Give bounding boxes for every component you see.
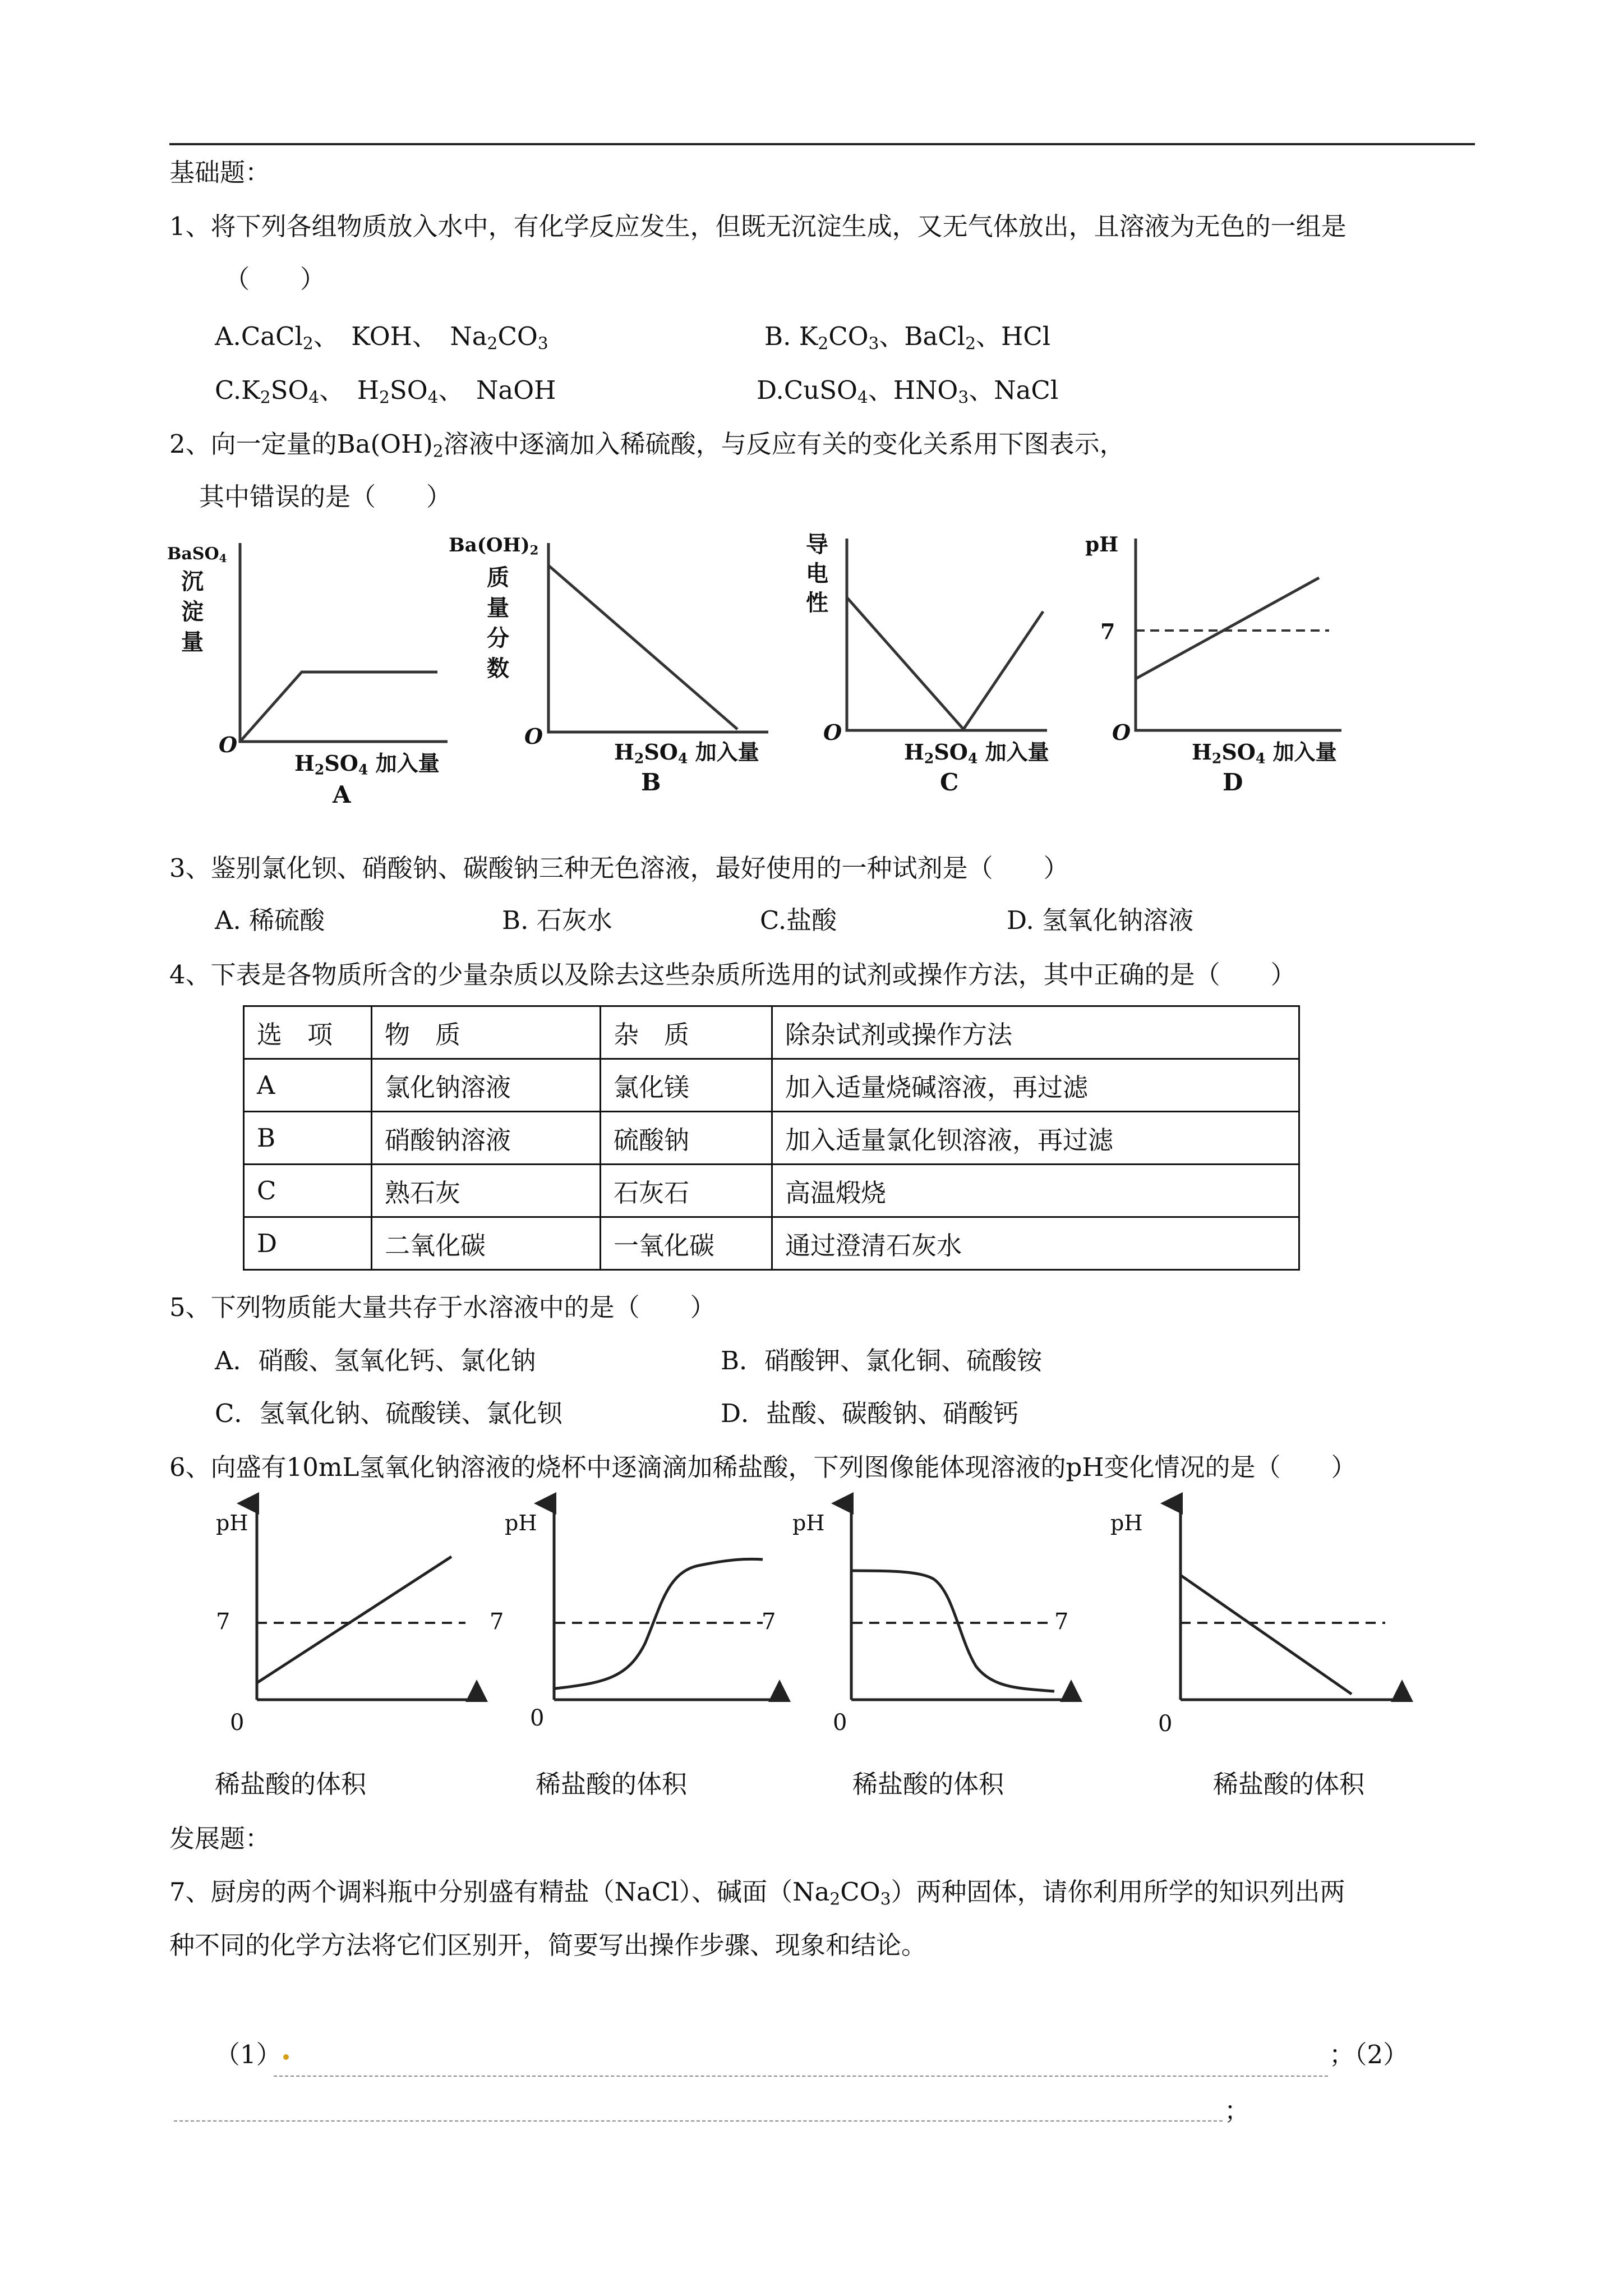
q6-graph-1-ylabel: pH	[216, 1511, 248, 1535]
q3-option-d[interactable]: D. 氢氧化钠溶液	[1007, 905, 1194, 935]
q2-graph-c-axes	[847, 539, 1047, 730]
q2-graph-a-curve	[240, 672, 437, 742]
q2-graph-b-letter: B	[641, 769, 661, 796]
q7-cursor-mark	[283, 2054, 289, 2060]
q2-graph-a-ylabel: 沉 淀 量	[181, 568, 204, 655]
q4-header-impurity: 杂 质	[601, 1006, 772, 1059]
q3-option-a[interactable]: A. 稀硫酸	[215, 905, 325, 935]
q5-option-d[interactable]: D．盐酸、碳酸钠、硝酸钙	[721, 1398, 1019, 1428]
q6-graph-2-tick-7: 7	[490, 1609, 504, 1635]
q7-blank-2-label: ；（2）	[1329, 2040, 1409, 2069]
q6-graph-3-caption: 稀盐酸的体积	[852, 1769, 1004, 1799]
q3-option-b[interactable]: B. 石灰水	[502, 905, 612, 935]
q1-option-c[interactable]: $C.K_2SO_4$、 $H_2SO_4$、 NaOH	[215, 375, 556, 408]
q6-graph-4-ylabel: pH	[1110, 1511, 1143, 1535]
q4-cell-option: A	[244, 1059, 372, 1112]
q2-stem-line2: 其中错误的是（ ）	[199, 482, 452, 512]
q4-table-header-row	[244, 1006, 1299, 1059]
q6-graph-2-curve	[555, 1559, 763, 1688]
q7-blank-2-end: ；	[1224, 2096, 1250, 2125]
section-basic-heading: 基础题：	[169, 158, 271, 187]
q2-stem: 2、向一定量的$Ba(OH)_2$溶液中逐滴加入稀硫酸，与反应有关的变化关系用下图表示，	[169, 429, 1125, 462]
q6-graph-1-tick-7: 7	[216, 1609, 230, 1635]
q2-graph-b-curve	[548, 565, 737, 729]
q5-option-a[interactable]: A．硝酸、氢氧化钙、氯化钠	[215, 1346, 536, 1375]
q4-cell-method: 通过澄清石灰水	[772, 1217, 1299, 1270]
q4-table	[243, 1005, 1300, 1271]
q4-header-substance: 物 质	[372, 1006, 601, 1059]
q4-cell-impurity: 硫酸钠	[601, 1112, 772, 1165]
q2-graph-c-origin: O	[823, 720, 842, 745]
q4-cell-method: 高温煅烧	[772, 1165, 1299, 1217]
q5-stem: 5、下列物质能大量共存于水溶液中的是（ ）	[169, 1292, 716, 1322]
q2-graph-b-ylabel: 质 量 分 数	[487, 564, 509, 682]
q7-stem-line1: 7、厨房的两个调料瓶中分别盛有精盐（NaCl）、碱面$(Na_2CO_3)$两种固体，请你利用所学的知识列出两	[169, 1877, 1345, 1910]
q2-graph-c-xlabel: $H_2SO_4$ 加入量	[904, 739, 1049, 767]
q6-graph-1-curve	[257, 1557, 451, 1683]
q2-graph-c-ylabel: 导 电 性	[806, 531, 828, 616]
q2-graph-d-curve	[1136, 578, 1319, 679]
q4-header-method: 除杂试剂或操作方法	[772, 1006, 1299, 1059]
top-rule	[169, 143, 1475, 145]
q2-graph-b-origin: O	[524, 724, 543, 749]
q6-graph-4-curve	[1181, 1575, 1352, 1694]
q6-stem: 6、向盛有10mL氢氧化钠溶液的烧杯中逐滴滴加稀盐酸，下列图像能体现溶液的pH变化情况的是（ ）	[169, 1452, 1357, 1482]
q6-graph-2-caption: 稀盐酸的体积	[536, 1769, 688, 1799]
q6-graph-2-origin: 0	[530, 1705, 545, 1731]
q3-option-c[interactable]: C.盐酸	[760, 905, 837, 935]
q6-graph-1-axes	[257, 1503, 477, 1700]
q2-graph-c-letter: C	[940, 769, 959, 796]
section-develop-heading: 发展题：	[169, 1824, 271, 1853]
q2-graph-d-letter: D	[1223, 769, 1243, 796]
table-row	[244, 1165, 1299, 1217]
q2-graph-b-axes	[548, 543, 768, 732]
q2-graph-d-axes	[1136, 539, 1341, 730]
table-row	[244, 1112, 1299, 1165]
q3-stem: 3、鉴别氯化钡、硝酸钠、碳酸钠三种无色溶液，最好使用的一种试剂是（ ）	[169, 853, 1069, 883]
q4-cell-substance: 熟石灰	[372, 1165, 601, 1217]
q1-stem: 1、将下列各组物质放入水中，有化学反应发生，但既无沉淀生成，又无气体放出，且溶液为无色的一组是	[169, 211, 1347, 241]
q2-graph-c-curve	[847, 597, 1043, 729]
q5-option-c[interactable]: C．氢氧化钠、硫酸镁、氯化钡	[215, 1398, 562, 1428]
q6-graph-2-ylabel: pH	[505, 1511, 537, 1535]
q4-header-option: 选 项	[244, 1006, 372, 1059]
q4-cell-option: D	[244, 1217, 372, 1270]
q2-graph-b-ylabel-top: $Ba(OH)_2$	[449, 534, 539, 558]
q4-cell-method: 加入适量烧碱溶液，再过滤	[772, 1059, 1299, 1112]
q4-cell-substance: 硝酸钠溶液	[372, 1112, 601, 1165]
q6-graph-1-origin: 0	[230, 1710, 245, 1736]
q6-graph-3-axes	[851, 1503, 1071, 1700]
q7-stem-line2: 种不同的化学方法将它们区别开，简要写出操作步骤、现象和结论。	[169, 1930, 927, 1960]
q6-graph-4-origin: 0	[1158, 1711, 1173, 1737]
q2-graph-d-ylabel: pH	[1085, 533, 1119, 556]
q2-graph-a-letter: A	[333, 781, 351, 808]
q2-graph-a-origin: O	[219, 732, 238, 757]
q2-graph-d-tick-7: 7	[1100, 619, 1115, 644]
q2-graph-b-xlabel: $H_2SO_4$ 加入量	[614, 739, 759, 767]
q6-graph-3-curve	[852, 1571, 1054, 1691]
q6-graph-4-axes	[1181, 1503, 1402, 1700]
q6-graph-3-right-tick-7: 7	[1054, 1609, 1069, 1635]
q7-answer-blank-2[interactable]	[174, 2120, 1223, 2122]
q6-graph-3-tick-7: 7	[762, 1609, 776, 1635]
q6-graph-3-ylabel: pH	[792, 1511, 825, 1535]
q4-cell-impurity: 氯化镁	[601, 1059, 772, 1112]
q2-graph-a-axes	[240, 543, 448, 742]
q2-graph-d-origin: O	[1112, 720, 1131, 745]
table-row	[244, 1059, 1299, 1112]
q4-cell-option: C	[244, 1165, 372, 1217]
q4-cell-impurity: 一氧化碳	[601, 1217, 772, 1270]
q4-cell-method: 加入适量氯化钡溶液，再过滤	[772, 1112, 1299, 1165]
q7-answer-blank-1[interactable]	[274, 2076, 1328, 2077]
q6-graph-3-origin: 0	[833, 1710, 847, 1736]
q4-cell-option: B	[244, 1112, 372, 1165]
q6-graph-2-axes	[554, 1503, 780, 1700]
q6-graph-4-caption: 稀盐酸的体积	[1213, 1769, 1365, 1799]
q4-cell-substance: 氯化钠溶液	[372, 1059, 601, 1112]
q1-option-b[interactable]: B. $K_2CO_3$、BaCl$_2$、HCl	[764, 321, 1051, 354]
q2-graph-a-xlabel: $H_2SO_4$ 加入量	[294, 751, 440, 778]
q4-cell-impurity: 石灰石	[601, 1165, 772, 1217]
q1-option-a[interactable]: A.CaCl$_2$、 KOH、 $Na_2CO_3$	[215, 321, 548, 354]
q1-option-d[interactable]: D.CuSO$_4$、$HNO_3$、NaCl	[757, 375, 1059, 408]
q5-option-b[interactable]: B．硝酸钾、氯化铜、硫酸铵	[721, 1346, 1043, 1375]
q4-cell-substance: 二氧化碳	[372, 1217, 601, 1270]
q7-blank-1-label: （1）	[215, 2040, 282, 2069]
q1-answer-paren: （ ）	[224, 264, 326, 294]
q2-graph-d-xlabel: $H_2SO_4$ 加入量	[1192, 739, 1337, 767]
q6-graph-1-caption: 稀盐酸的体积	[215, 1769, 367, 1799]
q2-graph-a-ylabel-top: BaSO$_4$	[167, 544, 227, 565]
table-row	[244, 1217, 1299, 1270]
q4-stem: 4、下表是各物质所含的少量杂质以及除去这些杂质所选用的试剂或操作方法，其中正确的是（ ）	[169, 960, 1296, 990]
